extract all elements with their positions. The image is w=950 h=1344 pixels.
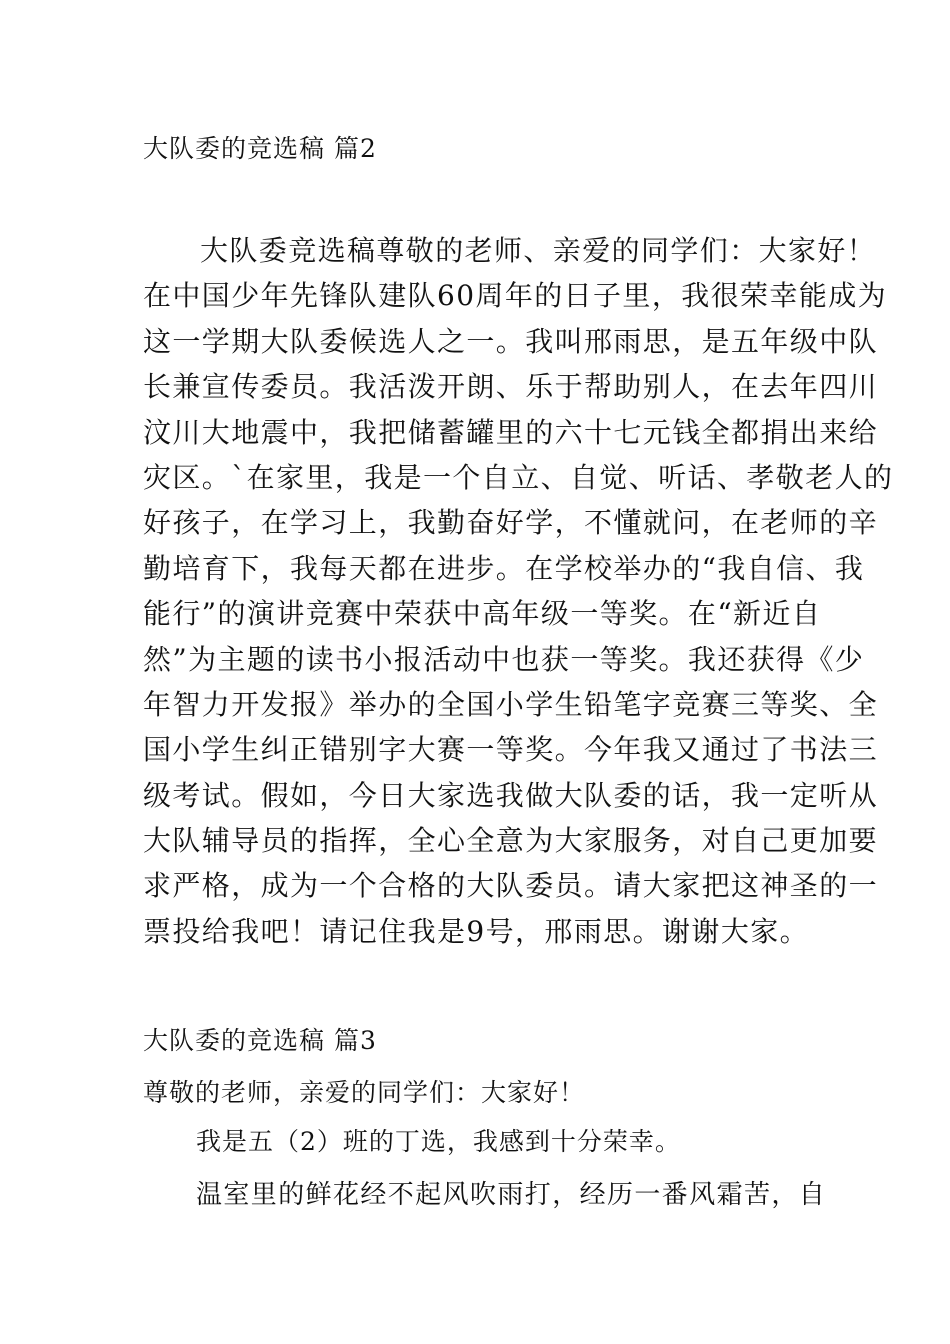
body-line: 级考试。假如，今日大家选我做大队委的话，我一定听从	[143, 778, 879, 812]
body-line: 好孩子，在学习上，我勤奋好学，不懂就问，在老师的辛	[143, 506, 879, 540]
body-line: 能行”的演讲竞赛中荣获中高年级一等奖。在“新近自	[143, 597, 822, 631]
body-line: 求严格，成为一个合格的大队委员。请大家把这神圣的一	[143, 869, 879, 903]
section-3-paragraph: 我是五（2）班的丁选，我感到十分荣幸。	[196, 1127, 681, 1156]
body-line: 在中国少年先锋队建队60周年的日子里，我很荣幸能成为	[143, 279, 888, 313]
body-line: 国小学生纠正错别字大赛一等奖。今年我又通过了书法三	[143, 733, 879, 767]
body-line: 灾区。`在家里，我是一个自立、自觉、听话、孝敬老人的	[143, 460, 894, 494]
section-3-paragraph: 温室里的鲜花经不起风吹雨打，经历一番风霜苦，自	[196, 1180, 827, 1210]
body-line: 这一学期大队委候选人之一。我叫邢雨思，是五年级中队	[143, 324, 879, 358]
body-line: 大队辅导员的指挥，全心全意为大家服务，对自己更加要	[143, 824, 879, 858]
body-line: 然”为主题的读书小报活动中也获一等奖。我还获得《少	[143, 642, 865, 676]
section-2-body	[143, 228, 894, 954]
section-3-heading: 大队委的竞选稿 篇3	[143, 1026, 377, 1055]
body-line: 长兼宣传委员。我活泼开朗、乐于帮助别人，在去年四川	[143, 370, 879, 404]
body-line: 大队委竞选稿尊敬的老师、亲爱的同学们：大家好！	[200, 234, 877, 267]
body-line: 勤培育下，我每天都在进步。在学校举办的“我自信、我	[143, 551, 865, 585]
body-line: 年智力开发报》举办的全国小学生铅笔字竞赛三等奖、全	[143, 687, 879, 721]
body-line: 票投给我吧！请记住我是9号，邢雨思。谢谢大家。	[143, 914, 810, 948]
body-line: 汶川大地震中，我把储蓄罐里的六十七元钱全都捐出来给	[143, 415, 879, 449]
section-3-greeting: 尊敬的老师，亲爱的同学们：大家好！	[143, 1078, 586, 1107]
section-2-heading: 大队委的竞选稿 篇2	[143, 134, 377, 163]
